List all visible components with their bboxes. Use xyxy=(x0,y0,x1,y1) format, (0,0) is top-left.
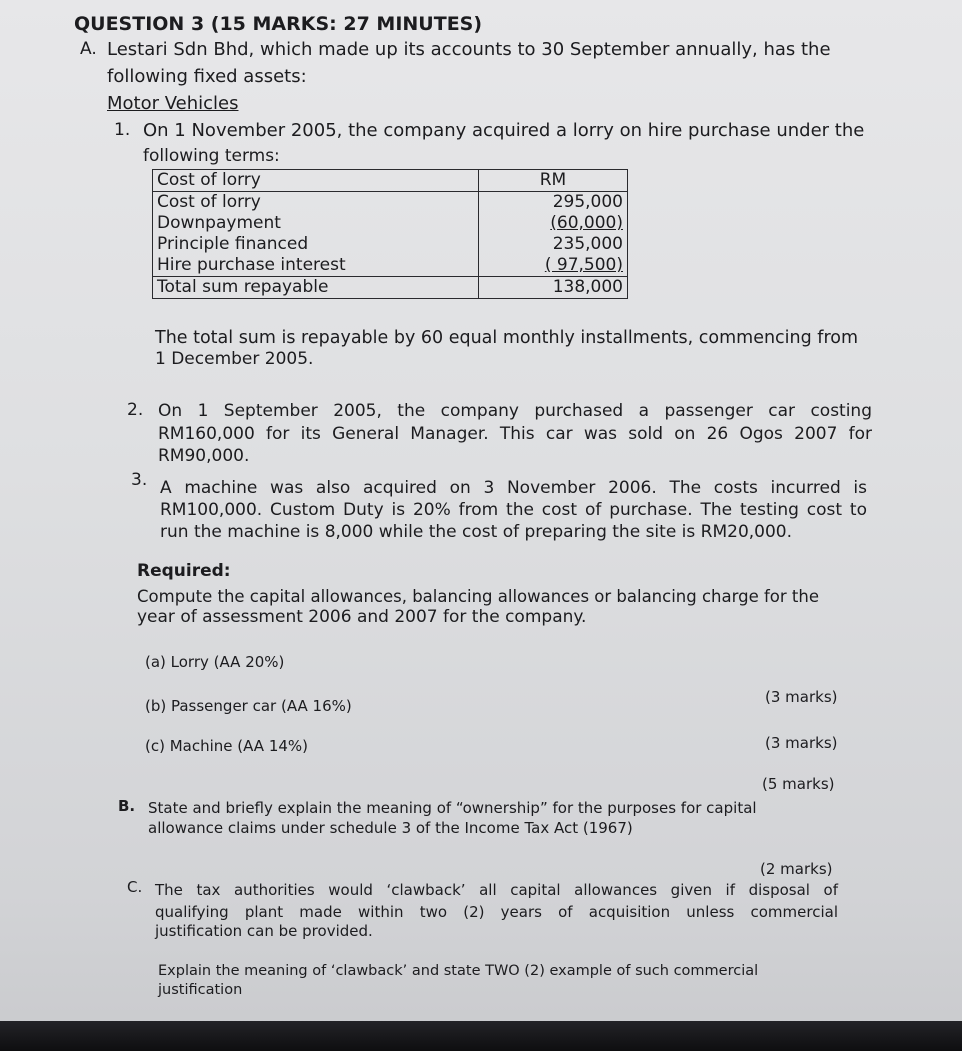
part-a-label-c: (c) Machine (AA 14%) xyxy=(145,737,309,755)
required-title: Required: xyxy=(137,561,231,581)
repayment-line1: The total sum is repayable by 60 equal monthly installments, commencing from xyxy=(155,328,859,348)
part-c-line2: qualifying plant made within two (2) years of acquisition unless commercial xyxy=(155,903,838,921)
item-2-line3: RM90,000. xyxy=(158,446,250,466)
row-label: Principle financed xyxy=(157,234,309,254)
question-heading: QUESTION 3 (15 MARKS: 27 MINUTES) xyxy=(74,13,483,35)
row-value: 295,000 xyxy=(479,192,628,214)
table-header-label: Cost of lorry xyxy=(153,170,479,192)
item-1-number: 1. xyxy=(114,120,131,140)
motor-vehicles-subheading: Motor Vehicles xyxy=(107,93,239,114)
item-3-number: 3. xyxy=(131,470,148,490)
part-c-explain-line2: justification xyxy=(158,982,243,998)
item-3-line3: run the machine is 8,000 while the cost of preparing the site is RM20,000. xyxy=(160,522,793,542)
item-2-line1: On 1 September 2005, the company purchased a passenger car costing xyxy=(158,401,872,421)
table-row xyxy=(153,213,628,234)
part-a-label-a: (a) Lorry (AA 20%) xyxy=(145,653,285,671)
row-value: 235,000 xyxy=(479,234,628,255)
item-3-line1: A machine was also acquired on 3 November 2006. The costs incurred is xyxy=(160,478,867,498)
row-value-text: ( 97,500) xyxy=(544,255,623,275)
row-value-text: (60,000) xyxy=(550,213,623,233)
item-2-number: 2. xyxy=(127,400,144,420)
item-2-line2: RM160,000 for its General Manager. This car was sold on 26 Ogos 2007 for xyxy=(158,424,872,444)
part-c-line3: justification can be provided. xyxy=(155,922,373,940)
part-b-label: B. xyxy=(118,797,136,815)
required-line2: year of assessment 2006 and 2007 for the company. xyxy=(137,607,587,627)
part-c-label: C. xyxy=(127,878,143,896)
row-value: 138,000 xyxy=(479,277,628,299)
table-row xyxy=(153,255,628,277)
row-label: Cost of lorry xyxy=(157,192,261,212)
part-a-marks-a: (3 marks) xyxy=(765,688,838,706)
table-row xyxy=(153,192,628,214)
repayment-line2: 1 December 2005. xyxy=(155,349,314,369)
row-label: Hire purchase interest xyxy=(157,255,346,275)
screen-bottom-edge xyxy=(0,1021,962,1051)
part-b-line1: State and briefly explain the meaning of “ownership” for the purposes for capital xyxy=(148,799,757,817)
table-row xyxy=(153,277,628,299)
row-value xyxy=(479,213,628,234)
row-label: Total sum repayable xyxy=(153,277,479,299)
lorry-cost-table xyxy=(152,169,628,299)
part-c-line1: The tax authorities would ‘clawback’ all capital allowances given if disposal of xyxy=(155,881,838,899)
required-line1: Compute the capital allowances, balancing allowances or balancing charge for the xyxy=(137,587,819,606)
item-3-line2: RM100,000. Custom Duty is 20% from the cost of purchase. The testing cost to xyxy=(160,500,867,520)
part-a-intro-line1: Lestari Sdn Bhd, which made up its accounts to 30 September annually, has the xyxy=(107,39,831,60)
item-1-line1: On 1 November 2005, the company acquired a lorry on hire purchase under the xyxy=(143,120,865,141)
part-a-intro-line2: following fixed assets: xyxy=(107,66,307,87)
part-a-label-b: (b) Passenger car (AA 16%) xyxy=(145,697,352,715)
row-label: Downpayment xyxy=(157,213,281,233)
table-row xyxy=(153,234,628,255)
table-header-unit: RM xyxy=(479,170,628,192)
part-b-marks: (2 marks) xyxy=(760,860,833,878)
part-b-line2: allowance claims under schedule 3 of the Income Tax Act (1967) xyxy=(148,819,633,837)
part-a-marks-b: (3 marks) xyxy=(765,734,838,752)
table-header-row xyxy=(153,170,628,192)
part-c-explain-line1: Explain the meaning of ‘clawback’ and state TWO (2) example of such commercial xyxy=(158,963,759,979)
part-a-label: A. xyxy=(80,39,97,59)
row-value xyxy=(479,255,628,277)
item-1-line2: following terms: xyxy=(143,146,280,166)
part-a-marks-c: (5 marks) xyxy=(762,775,835,793)
